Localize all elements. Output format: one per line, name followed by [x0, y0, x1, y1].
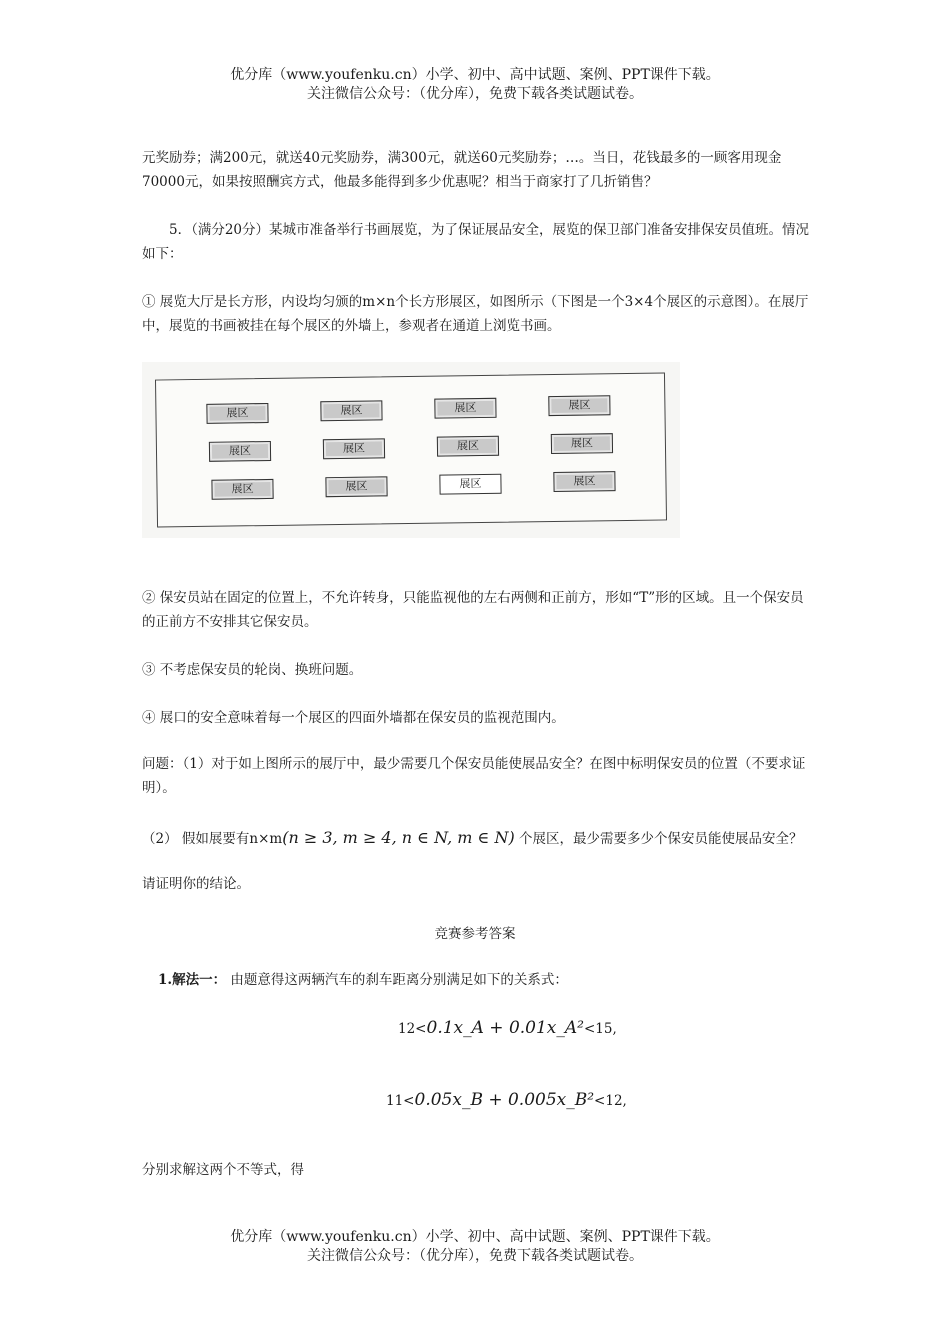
question-2 — [142, 826, 814, 851]
header-line-2: 关注微信公众号：（优分库），免费下载各类试题试卷。 — [307, 86, 643, 102]
formula-b-expression: 0.05x_B + 0.005x_B² — [414, 1090, 595, 1110]
zone-r3-c3: 展区 — [439, 474, 501, 495]
formula-a-expression: 0.1x_A + 0.01x_A² — [426, 1018, 584, 1038]
section-title: 竞赛参考答案 — [434, 926, 516, 942]
problem-5-intro: 5．（满分20分）某城市准备举行书画展览，为了保证展品安全，展览的保卫部门准备安排保安员值班。情况如下： — [142, 222, 810, 262]
formula-a-right: <15, — [583, 1021, 617, 1037]
formula-a — [398, 1018, 617, 1038]
question-2-continued: 请证明你的结论。 — [142, 876, 250, 892]
header-line-1: 优分库（www.youfenku.cn）小学、初中、高中试题、案例、PPT课件下载。 — [230, 67, 720, 83]
formula-b-right: <12, — [594, 1093, 627, 1109]
paragraph-prize-coupons: 元奖励券；满200元，就送40元奖励券，满300元，就送60元奖励券；…。当日，花钱最多的一顾客用现金70000元，如果按照酬宾方式，他最多能得到多少优惠呢？相当于商家打了几折销售？ — [142, 150, 782, 190]
zone-r1-c4: 展区 — [548, 395, 610, 416]
zone-r2-c1: 展区 — [209, 441, 271, 462]
zone-r3-c1: 展区 — [211, 479, 273, 500]
solution-intro — [158, 968, 830, 992]
formula-b-left: 11< — [386, 1093, 415, 1109]
question-2-condition-math: (n ≥ 3, m ≥ 4, n ∈ N, m ∈ N) — [282, 828, 515, 847]
question-2-prefix: （2） 假如展要有n×m — [142, 831, 283, 847]
solution-text: 由题意得这两辆汽车的刹车距离分别满足如下的关系式： — [226, 972, 568, 988]
question-1: 问题：（1）对于如上图所示的展厅中，最少需要几个保安员能使展品安全？在图中标明保安员的位置（不要求证明）。 — [142, 756, 806, 796]
footer-line-1: 优分库（www.youfenku.cn）小学、初中、高中试题、案例、PPT课件下载。 — [230, 1229, 720, 1245]
footer-line-2: 关注微信公众号：（优分库），免费下载各类试题试卷。 — [307, 1248, 643, 1264]
condition-4: ④ 展口的安全意味着每一个展区的四面外墙都在保安员的监视范围内。 — [142, 710, 565, 726]
zone-r1-c1: 展区 — [206, 403, 268, 424]
formula-b — [386, 1090, 627, 1110]
zone-r2-c4: 展区 — [551, 433, 613, 454]
zone-r2-c3: 展区 — [437, 436, 499, 457]
zone-r3-c4: 展区 — [553, 471, 615, 492]
page-footer — [0, 1228, 950, 1266]
solve-inequalities-text: 分别求解这两个不等式，得 — [142, 1162, 304, 1178]
zone-r1-c2: 展区 — [320, 400, 382, 421]
zone-r2-c2: 展区 — [323, 438, 385, 459]
condition-1: ① 展览大厅是长方形，内设均匀颁的m×n个长方形展区，如图所示（下图是一个3×4个展区的示意图）。在展厅中，展览的书画被挂在每个展区的外墙上，参观者在通道上浏览书画。 — [142, 294, 809, 334]
condition-3: ③ 不考虑保安员的轮岗、换班问题。 — [142, 662, 363, 678]
formula-a-left: 12< — [398, 1021, 427, 1037]
condition-2: ② 保安员站在固定的位置上，不允许转身，只能监视他的左右两侧和正前方，形如“T”形的区域。且一个保安员的正前方不安排其它保安员。 — [142, 590, 804, 630]
solution-label: 1.解法一： — [158, 972, 227, 988]
zone-r3-c2: 展区 — [325, 476, 387, 497]
exhibition-hall-outline — [155, 372, 667, 527]
page-header — [0, 66, 950, 104]
zone-r1-c3: 展区 — [434, 398, 496, 419]
question-2-suffix: 个展区，最少需要多少个保安员能使展品安全？ — [514, 831, 803, 847]
exhibition-hall-figure — [142, 362, 680, 538]
